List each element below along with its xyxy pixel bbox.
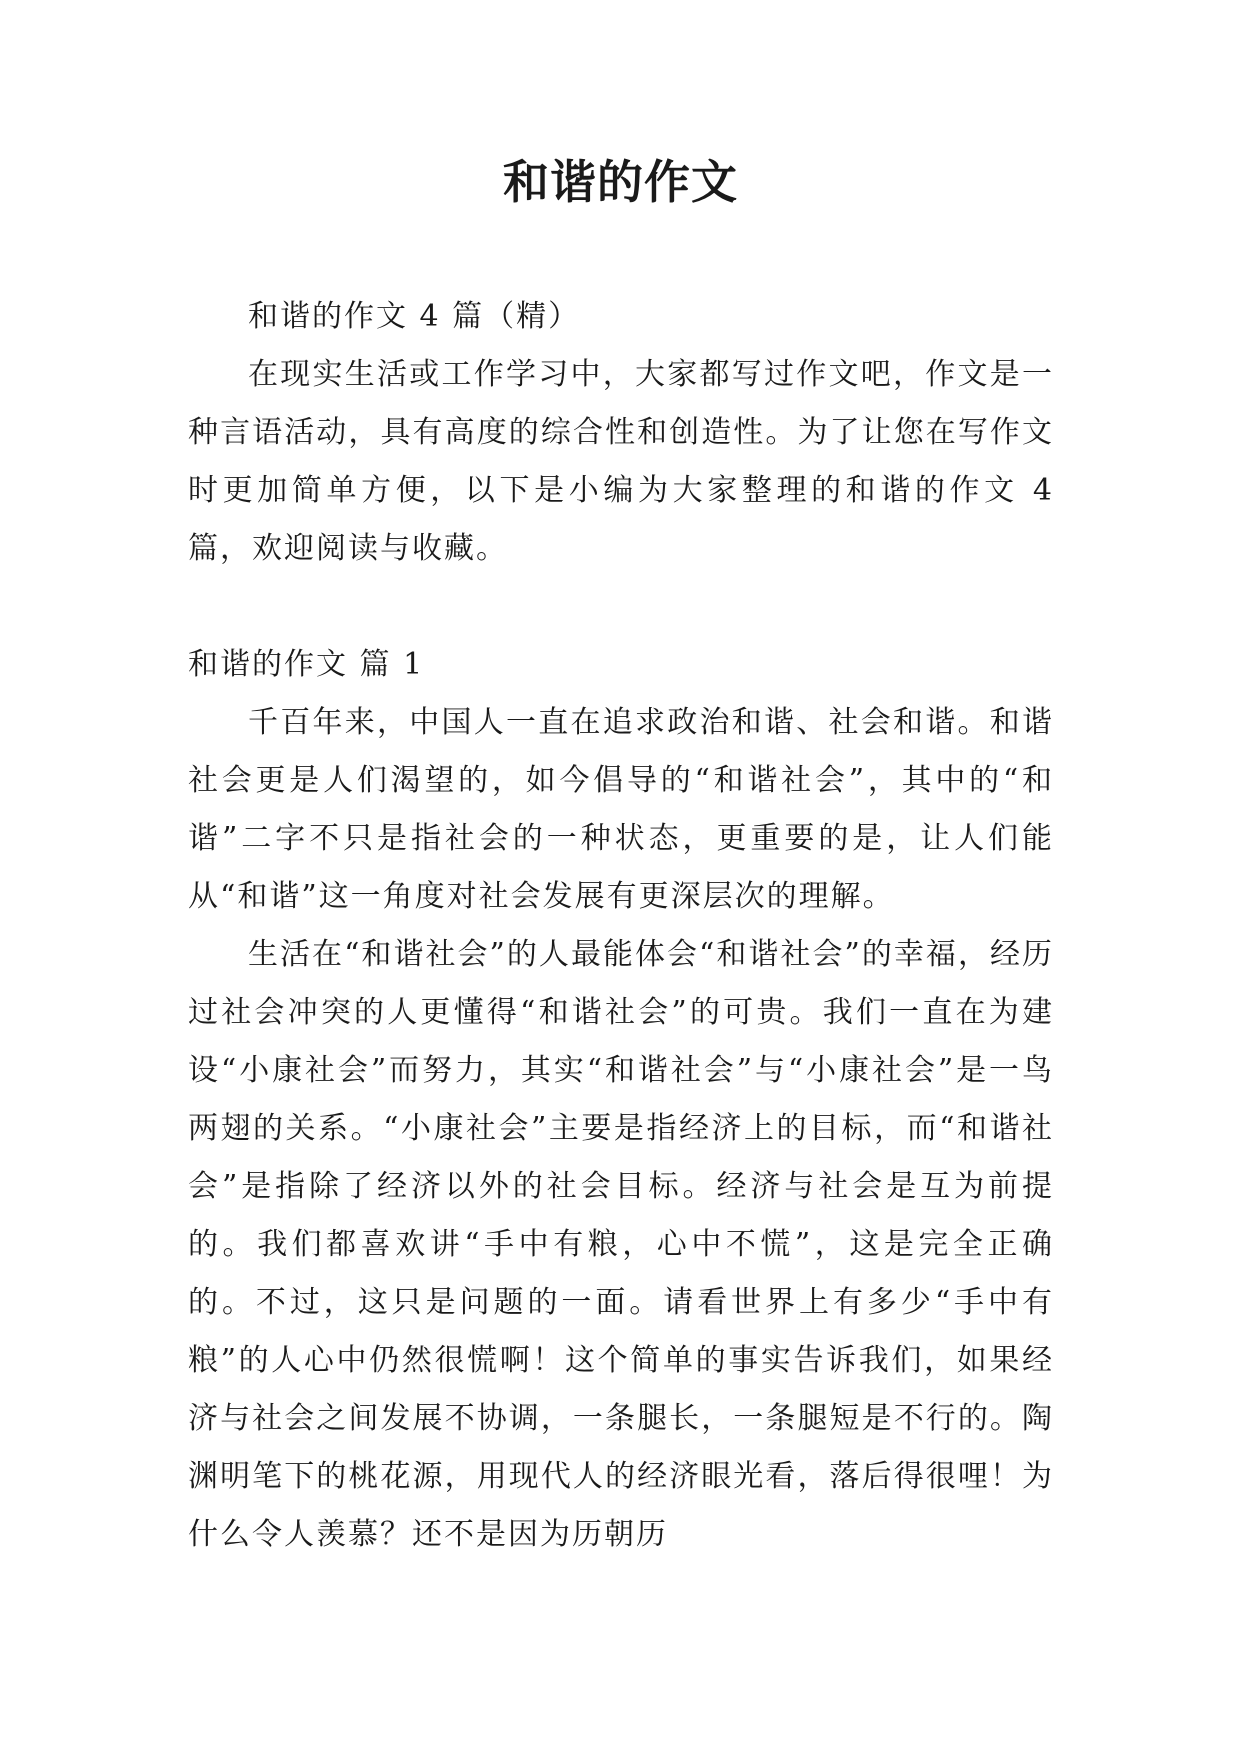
- body-paragraph-2: 生活在“和谐社会”的人最能体会“和谐社会”的幸福，经历过社会冲突的人更懂得“和谐社会”的可贵。我们一直在为建设“小康社会”而努力，其实“和谐社会”与“小康社会”是一鸟两翅的关系。“小康社会”主要是指经济上的目标，而“和谐社会”是指除了经济以外的社会目标。经济与社会是互为前提的。我们都喜欢讲“手中有粮，心中不慌”，这是完全正确的。不过，这只是问题的一面。请看世界上有多少“手中有粮”的人心中仍然很慌啊！这个简单的事实告诉我们，如果经济与社会之间发展不协调，一条腿长，一条腿短是不行的。陶渊明笔下的桃花源，用现代人的经济眼光看，落后得很哩！为什么令人羡慕？还不是因为历朝历: [188, 937, 1054, 1552]
- document-title: 和谐的作文: [503, 155, 738, 209]
- document-body: [188, 288, 1054, 1564]
- section-heading: 和谐的作文 篇 1: [188, 647, 425, 682]
- intro-paragraph: 在现实生活或工作学习中，大家都写过作文吧，作文是一种言语活动，具有高度的综合性和创造性。为了让您在写作文时更加简单方便，以下是小编为大家整理的和谐的作文 4 篇，欢迎阅读与收藏。: [188, 357, 1054, 566]
- document-subtitle: 和谐的作文 4 篇（精）: [248, 299, 581, 334]
- body-paragraph-1: 千百年来，中国人一直在追求政治和谐、社会和谐。和谐社会更是人们渴望的，如今倡导的“和谐社会”，其中的“和谐”二字不只是指社会的一种状态，更重要的是，让人们能从“和谐”这一角度对社会发展有更深层次的理解。: [188, 705, 1054, 914]
